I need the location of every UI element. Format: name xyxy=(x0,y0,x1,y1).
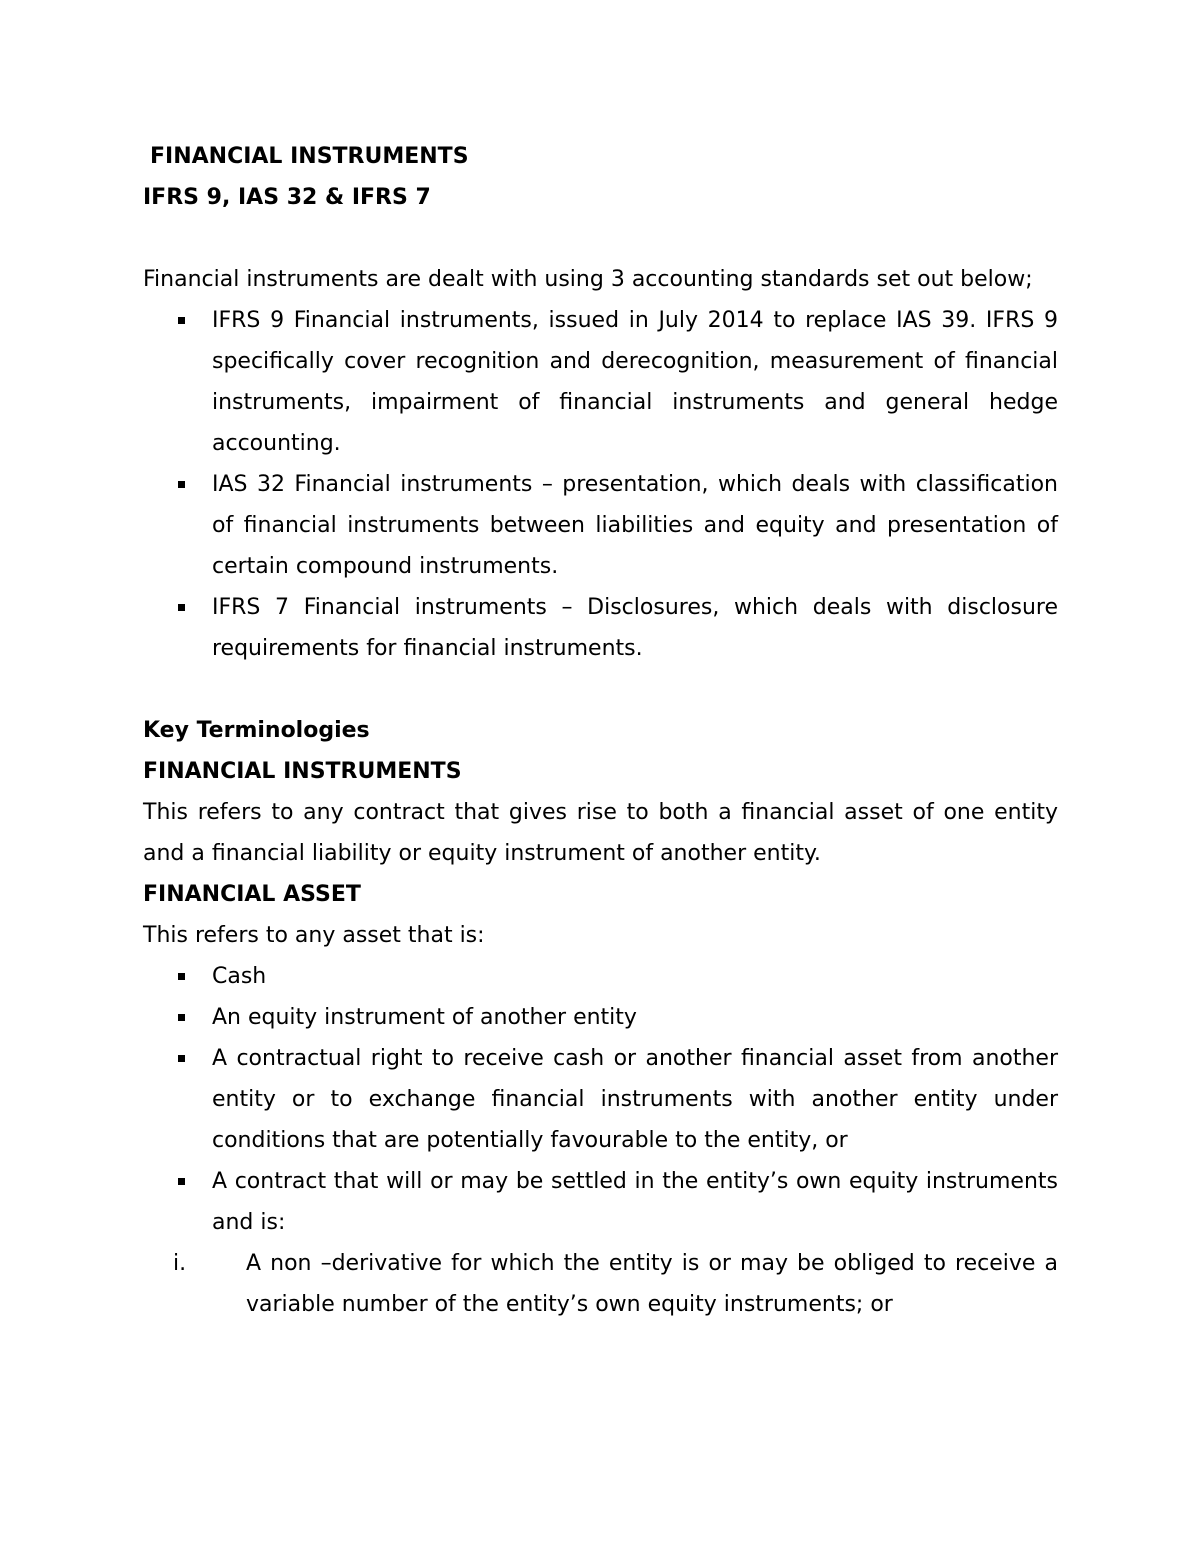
list-item-text: An equity instrument of another entity xyxy=(212,1005,637,1030)
key-terminologies-heading: Key Terminologies xyxy=(143,718,370,743)
list-item xyxy=(143,1038,1058,1161)
list-item xyxy=(143,1243,1058,1325)
document-title: FINANCIAL INSTRUMENTS xyxy=(150,144,469,169)
list-item xyxy=(143,1161,1058,1243)
spacer xyxy=(143,669,1058,710)
intro-paragraph: Financial instruments are dealt with using 3 accounting standards set out below; xyxy=(143,267,1033,292)
roman-sub-list xyxy=(143,1243,1058,1325)
document-subtitle: IFRS 9, IAS 32 & IFRS 7 xyxy=(143,185,431,210)
square-bullet-icon xyxy=(178,604,185,611)
roman-numeral-marker: i. xyxy=(173,1251,187,1276)
square-bullet-icon xyxy=(178,481,185,488)
square-bullet-icon xyxy=(178,973,185,980)
standards-list xyxy=(143,300,1058,669)
list-item xyxy=(143,464,1058,587)
financial-asset-list xyxy=(143,956,1058,1243)
square-bullet-icon xyxy=(178,1014,185,1021)
list-item-text: Cash xyxy=(212,964,267,989)
document-page xyxy=(143,136,1058,1325)
list-item-text: A contract that will or may be settled in the entity’s own equity instruments and is: xyxy=(212,1169,1058,1235)
financial-asset-heading: FINANCIAL ASSET xyxy=(143,882,361,907)
financial-instruments-definition: This refers to any contract that gives rise to both a financial asset of one entity and a financial liability or equity instrument of another entity. xyxy=(143,800,1058,866)
list-item-text: IFRS 7 Financial instruments – Disclosures, which deals with disclosure requirements for financial instruments. xyxy=(212,595,1058,661)
list-item-text: A contractual right to receive cash or another financial asset from another entity or to exchange financial instruments with another entity under conditions that are potentially favourable to the entity, or xyxy=(212,1046,1058,1153)
list-item-text: A non –derivative for which the entity is or may be obliged to receive a variable number of the entity’s own equity instruments; or xyxy=(246,1251,1058,1317)
list-item-text: IAS 32 Financial instruments – presentation, which deals with classification of financial instruments between liabilities and equity and presentation of certain compound instruments. xyxy=(212,472,1058,579)
square-bullet-icon xyxy=(178,1055,185,1062)
list-item-text: IFRS 9 Financial instruments, issued in July 2014 to replace IAS 39. IFRS 9 specifically cover recognition and derecognition, measurement of financial instruments, impairment of financial instruments and general hedge accounting. xyxy=(212,308,1058,456)
square-bullet-icon xyxy=(178,1178,185,1185)
square-bullet-icon xyxy=(178,317,185,324)
list-item xyxy=(143,587,1058,669)
spacer xyxy=(143,218,1058,259)
list-item xyxy=(143,997,1058,1038)
financial-instruments-heading: FINANCIAL INSTRUMENTS xyxy=(143,759,462,784)
financial-asset-intro: This refers to any asset that is: xyxy=(143,923,485,948)
list-item xyxy=(143,300,1058,464)
list-item xyxy=(143,956,1058,997)
